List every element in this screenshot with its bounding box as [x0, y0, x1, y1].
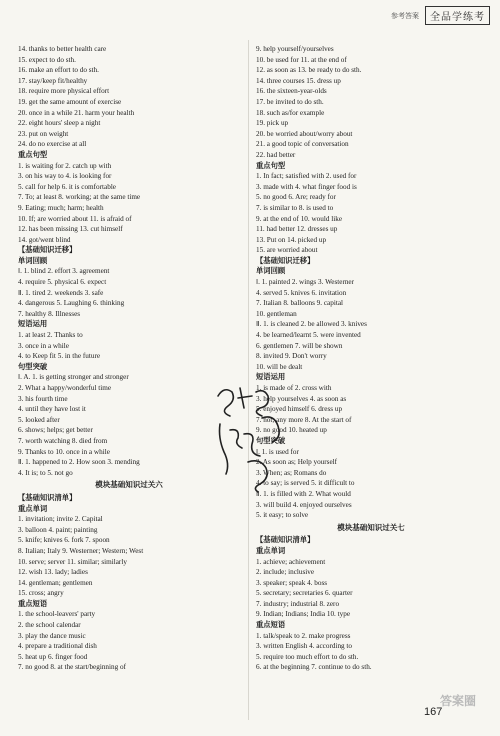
answer-line: Ⅰ. 1. painted 2. wings 3. Westerner — [256, 278, 355, 287]
answer-line: 3. help yourselves 4. as soon as — [256, 394, 347, 403]
answer-line: 17. be invited to do sth. — [256, 97, 324, 106]
answer-line: 10. be used for 11. at the end of — [256, 55, 347, 64]
answer-line: 9. Eating; much; harm; health — [18, 203, 104, 212]
answer-line: 12. as soon as 13. be ready to do sth. — [256, 66, 362, 75]
answer-line: 5. heat up 6. finger food — [18, 652, 88, 661]
answer-line: 1. invitation; invite 2. Capital — [18, 515, 103, 524]
section-heading: 重点单词 — [18, 503, 48, 513]
answer-line: 19. pick up — [256, 119, 289, 128]
answer-line: 19. get the same amount of exercise — [18, 97, 122, 106]
answer-line: 24. do no exercise at all — [18, 140, 87, 149]
answer-line: 3. will build 4. enjoyed ourselves — [256, 500, 352, 509]
answer-line: Ⅱ. 1. tired 2. weekends 3. safe — [18, 288, 104, 297]
section-heading: 【基础知识迁移】 — [18, 245, 77, 255]
answer-line: 9. help yourself/yourselves — [256, 45, 334, 53]
right-column — [256, 44, 486, 673]
answer-line: 22. eight hours' sleep a night — [18, 119, 101, 128]
answer-line: 3. made with 4. what finger food is — [256, 182, 357, 191]
answer-line: 5. it easy; to solve — [256, 511, 309, 520]
answer-line: 10. If; are worried about 11. is afraid of — [18, 214, 132, 223]
answer-line: 2. As soon as; Help yourself — [256, 458, 338, 467]
answer-line: Ⅰ. A. 1. is getting stronger and stronger — [18, 373, 129, 382]
answer-line: 7. worth watching 8. died from — [18, 436, 108, 445]
page-number: 167 — [424, 706, 443, 718]
answer-line: Ⅰ. 1. blind 2. effort 3. agreement — [18, 267, 110, 276]
answer-line: 12. has been missing 13. cut himself — [18, 225, 123, 234]
answer-line: 7. no good 8. at the start/beginning of — [18, 663, 126, 672]
answer-line: 1. at least 2. Thanks to — [18, 331, 83, 340]
answer-line: 14. thanks to better health care — [18, 45, 107, 53]
answer-line: 18. such as/for example — [256, 108, 325, 117]
answer-line: 5. require too much effort to do sth. — [256, 652, 359, 661]
answer-line: 23. put on weight — [18, 129, 69, 138]
answer-line: 3. speaker; speak 4. boss — [256, 578, 328, 587]
section-heading: 【基础知识清单】 — [256, 535, 315, 545]
answer-line: 17. stay/keep fit/healthy — [18, 76, 88, 85]
section-heading: 【基础知识迁移】 — [256, 255, 315, 265]
section-title: 模块基础知识过关七 — [337, 522, 405, 532]
answer-line: 14. got/went blind — [18, 235, 71, 244]
answer-line: 2. the school calendar — [18, 621, 81, 630]
corner-watermark: 答案圈 — [440, 694, 477, 708]
answer-line: 5. no good 6. Are; ready for — [256, 193, 336, 202]
answer-line: 6. at the beginning 7. continue to do sth. — [256, 663, 372, 672]
answer-line: 5. looked after — [18, 415, 60, 424]
answer-line: 1. the school-leavers' party — [18, 610, 96, 619]
answer-line: 3. balloon 4. paint; painting — [18, 525, 98, 534]
answer-line: 2. What a happy/wonderful time — [18, 384, 112, 392]
answer-line: 4. require 5. physical 6. expect — [18, 278, 107, 287]
answer-line: 16. make an effort to do sth. — [18, 66, 99, 75]
answer-line: 18. require more physical effort — [18, 87, 110, 96]
answer-line: 21. a good topic of conversation — [256, 140, 349, 149]
answer-line: 9. Indian; Indians; India 10. type — [256, 610, 351, 619]
answer-line: 1. is waiting for 2. catch up with — [18, 161, 112, 170]
answer-line: 6. shows; helps; get better — [18, 426, 93, 435]
answer-line: 11. had better 12. dresses up — [256, 225, 338, 234]
section-heading: 短语运用 — [256, 372, 286, 382]
answer-line: 7. not; any more 8. At the start of — [256, 415, 352, 424]
answer-line: 15. are worried about — [256, 246, 318, 255]
answer-line: 1. In fact; satisfied with 2. used for — [256, 172, 357, 181]
answer-line: 20. once in a while 21. harm your health — [18, 108, 135, 117]
section-heading: 重点短语 — [18, 598, 48, 608]
answer-line: 2. include; inclusive — [256, 568, 315, 577]
answer-line: 20. be worried about/worry about — [256, 129, 353, 138]
answer-line: 9. Thanks to 10. once in a while — [18, 447, 110, 456]
answer-line: 4. to Keep fit 5. in the future — [18, 352, 101, 361]
answer-line: 10. serve; server 11. similar; similarly — [18, 557, 127, 566]
answer-line: 8. invited 9. Don't worry — [256, 352, 327, 361]
answer-line: Ⅱ. 1. is filled with 2. What would — [256, 489, 351, 498]
answer-line: 4. dangerous 5. Laughing 6. thinking — [18, 299, 125, 308]
answer-line: 10. gentleman — [256, 309, 297, 318]
answer-line: 13. Put on 14. picked up — [256, 235, 327, 244]
answer-line: 7. industry; industrial 8. zero — [256, 599, 340, 608]
answer-line: 14. gentleman; gentlemen — [18, 578, 93, 587]
answer-line: 16. the sixteen-year-olds — [256, 87, 327, 96]
answer-line: 8. Italian; Italy 9. Westerner; Western; West — [18, 546, 144, 555]
answer-line: Ⅱ. 1. happened to 2. How soon 3. mending — [18, 458, 140, 467]
left-column — [18, 44, 240, 673]
answer-line: 5. knife; knives 6. fork 7. spoon — [18, 536, 110, 545]
answer-line: Ⅱ. 1. is cleaned 2. be allowed 3. knives — [256, 320, 367, 329]
answer-line: 14. three courses 15. dress up — [256, 76, 341, 85]
answer-line: 3. written English 4. according to — [256, 642, 353, 651]
section-heading: 单词回顾 — [18, 255, 48, 265]
answer-line: 4. to say; is served 5. it difficult to — [256, 479, 355, 488]
answer-line: 7. is similar to 8. is used to — [256, 203, 334, 212]
answer-line: 9. no good 10. heated up — [256, 426, 327, 435]
answer-line: 7. To; at least 8. working; at the same time — [18, 193, 141, 202]
answer-line: 3. his fourth time — [18, 394, 68, 403]
section-heading: 重点句型 — [18, 149, 48, 159]
answer-line: 7. healthy 8. Illnesses — [18, 309, 81, 318]
section-title: 模块基础知识过关六 — [95, 480, 163, 490]
answer-line: 6. gentlemen 7. will be shown — [256, 341, 343, 350]
answer-line: 1. talk/speak to 2. make progress — [256, 631, 351, 640]
answer-line: 4. be learned/learnt 5. were invented — [256, 331, 361, 340]
answer-line: 4. prepare a traditional dish — [18, 642, 97, 651]
answer-line: 12. wish 13. lady; ladies — [18, 568, 88, 577]
answer-line: 3. once in a while — [18, 341, 69, 350]
answer-line: 1. achieve; achievement — [256, 557, 326, 566]
answer-line: 5. enjoyed himself 6. dress up — [256, 405, 343, 414]
answer-line: 5. secretary; secretaries 6. quarter — [256, 589, 353, 598]
header-brand: 全品学练考 — [425, 6, 490, 25]
answer-line: 15. cross; angry — [18, 589, 64, 598]
answer-line: 4. served 5. knives 6. invitation — [256, 288, 347, 297]
section-heading: 重点单词 — [256, 545, 286, 555]
page-header — [391, 6, 490, 25]
answer-line: 15. expect to do sth. — [18, 55, 76, 64]
section-heading: 句型突破 — [256, 435, 286, 445]
answer-line: 5. call for help 6. it is comfortable — [18, 182, 116, 191]
answer-line: 7. Italian 8. balloons 9. capital — [256, 299, 344, 308]
answer-line: 4. until they have lost it — [18, 405, 86, 414]
answer-line: 10. will be dealt — [256, 362, 303, 371]
answer-line: 3. on his way to 4. is looking for — [18, 172, 112, 181]
answer-line: 3. When; as; Romans do — [256, 468, 327, 477]
section-heading: 单词回顾 — [256, 266, 286, 276]
section-heading: 重点短语 — [256, 620, 286, 630]
answer-line: 9. at the end of 10. would like — [256, 214, 343, 223]
header-small-label: 参考答案 — [391, 12, 419, 20]
section-heading: 短语运用 — [18, 319, 48, 329]
column-divider — [248, 40, 249, 720]
section-heading: 【基础知识清单】 — [18, 492, 77, 502]
answer-line: 3. play the dance music — [18, 631, 86, 640]
answer-line: Ⅰ. 1. is used for — [256, 447, 299, 456]
section-heading: 句型突破 — [18, 361, 48, 371]
answer-line: 22. had better — [256, 150, 296, 159]
answer-line: 1. is made of 2. cross with — [256, 384, 332, 392]
section-heading: 重点句型 — [256, 160, 286, 170]
answer-line: 4. It is; to 5. not go — [18, 468, 73, 477]
